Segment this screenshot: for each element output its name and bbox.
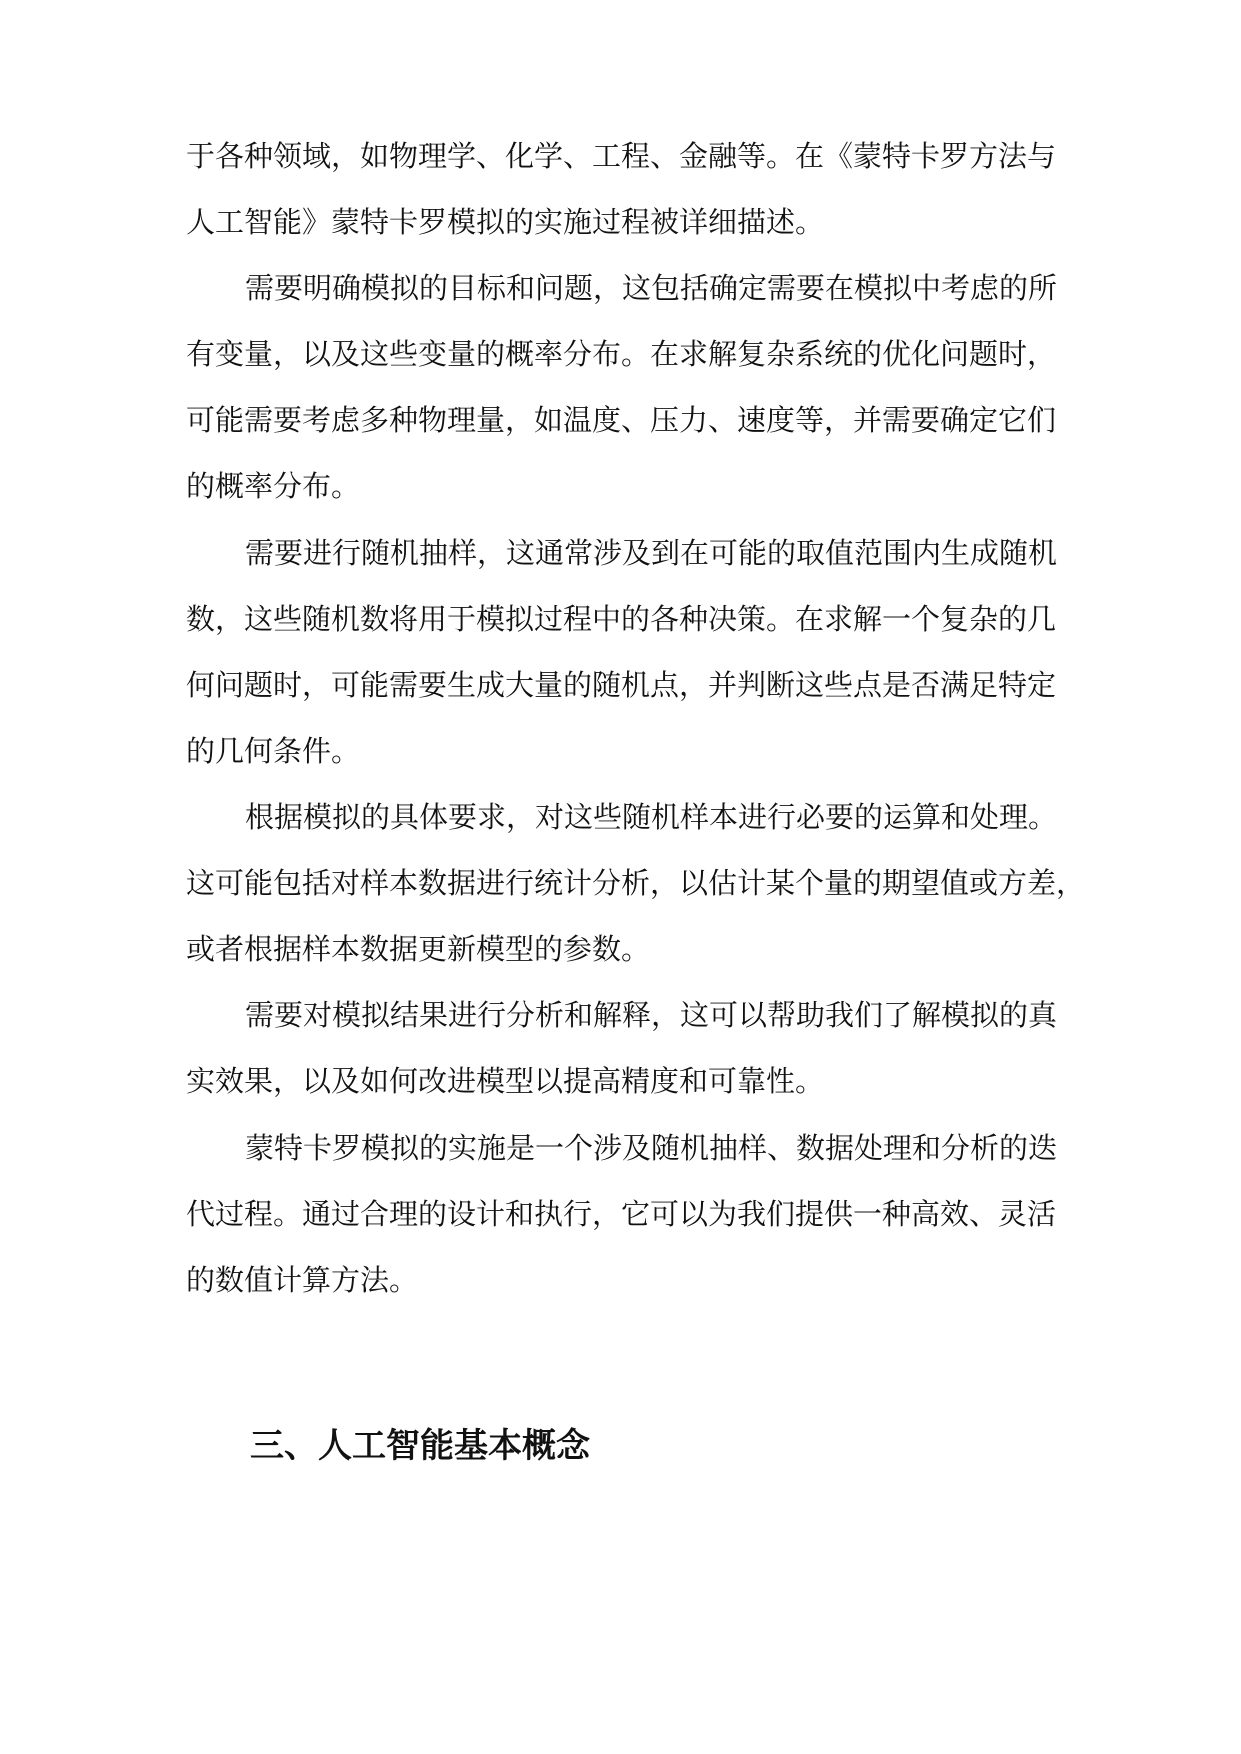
paragraph-3-line-4: 的几何条件。: [186, 734, 361, 768]
paragraph-5-line-1: 需要对模拟结果进行分析和解释，这可以帮助我们了解模拟的真: [245, 998, 1058, 1032]
paragraph-3-line-1: 需要进行随机抽样，这通常涉及到在可能的取值范围内生成随机: [245, 536, 1058, 570]
paragraph-5-line-2: 实效果，以及如何改进模型以提高精度和可靠性。: [186, 1064, 825, 1098]
paragraph-6-line-3: 的数值计算方法。: [186, 1263, 419, 1297]
section-heading: 三、人工智能基本概念: [250, 1426, 590, 1466]
paragraph-4-line-1: 根据模拟的具体要求，对这些随机样本进行必要的运算和处理。: [245, 800, 1058, 834]
paragraph-3-line-3: 何问题时，可能需要生成大量的随机点，并判断这些点是否满足特定: [186, 668, 1057, 702]
paragraph-4-line-3: 或者根据样本数据更新模型的参数。: [186, 932, 651, 966]
paragraph-2-line-4: 的概率分布。: [186, 469, 361, 503]
paragraph-6-line-1: 蒙特卡罗模拟的实施是一个涉及随机抽样、数据处理和分析的迭: [245, 1131, 1058, 1165]
paragraph-4-line-2: 这可能包括对样本数据进行统计分析，以估计某个量的期望值或方差，: [186, 866, 1086, 900]
paragraph-3-line-2: 数，这些随机数将用于模拟过程中的各种决策。在求解一个复杂的几: [186, 602, 1057, 636]
paragraph-2-line-2: 有变量，以及这些变量的概率分布。在求解复杂系统的优化问题时，: [186, 337, 1057, 371]
paragraph-2-line-1: 需要明确模拟的目标和问题，这包括确定需要在模拟中考虑的所: [245, 271, 1058, 305]
paragraph-6-line-2: 代过程。通过合理的设计和执行，它可以为我们提供一种高效、灵活: [186, 1197, 1057, 1231]
paragraph-1-line-2: 人工智能》蒙特卡罗模拟的实施过程被详细描述。: [186, 205, 825, 239]
paragraph-2-line-3: 可能需要考虑多种物理量，如温度、压力、速度等，并需要确定它们: [186, 403, 1057, 437]
paragraph-1-line-1: 于各种领域，如物理学、化学、工程、金融等。在《蒙特卡罗方法与: [186, 139, 1057, 173]
